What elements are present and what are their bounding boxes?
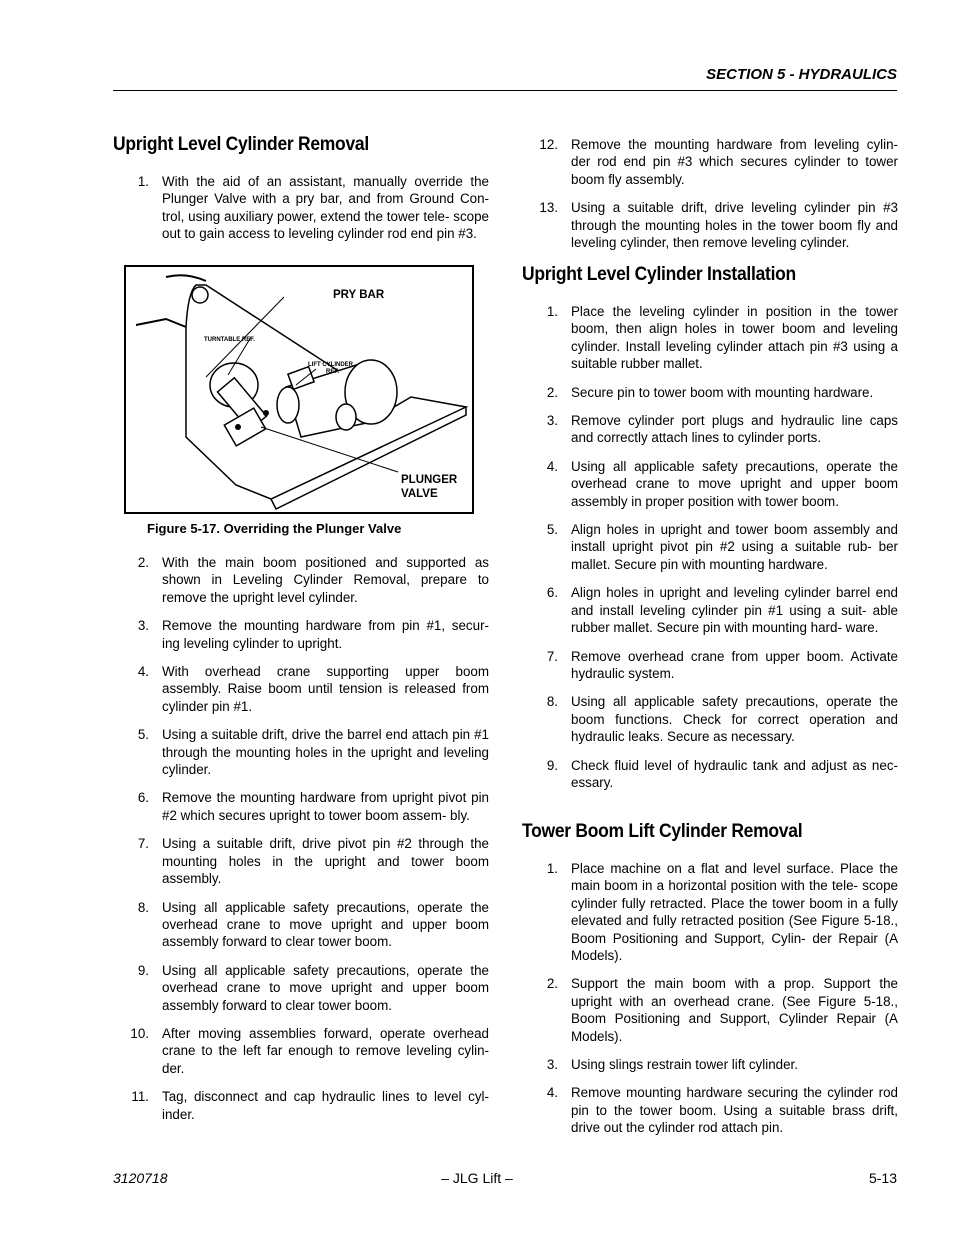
list-item-number: 6. xyxy=(546,585,558,601)
list-item-number: 5. xyxy=(137,727,149,743)
list-item-text: Using all applicable safety precautions, operate the overhead crane to move upright and upper boom assembly forward to clear tower boom. xyxy=(162,962,489,1013)
label-valve: VALVE xyxy=(401,488,438,500)
list-item-number: 11. xyxy=(131,1089,149,1105)
list-item-text: Place the leveling cylinder in position in the tower boom, then align holes in tower boom and leveling cylinder. Install leveling cylinder attach pin #3 using a suitable rubber mallet. xyxy=(571,304,898,372)
list-item-text: Remove the mounting hardware from leveling cylin- der rod end pin #3 which secures cylinder to tower boom fly assembly. xyxy=(571,137,898,187)
list-item-text: With overhead crane supporting upper boom assembly. Raise boom until tension is released from cylinder pin #1. xyxy=(162,664,489,714)
list-item xyxy=(522,1056,898,1073)
label-plunger: PLUNGER xyxy=(401,474,458,486)
list-item-number: 2. xyxy=(546,976,558,992)
list-item xyxy=(522,860,898,964)
list-item-number: 4. xyxy=(137,664,149,680)
list-item xyxy=(113,1025,489,1077)
label-lift-cylinder-ref: LIFT CYLINDER xyxy=(308,362,353,368)
list-item-number: 13. xyxy=(539,200,558,216)
list-item xyxy=(522,521,898,573)
list-item-text: With the aid of an assistant, manually override the Plunger Valve with a pry bar, and from Ground Con- trol, using auxiliary power, extend the tower tele- scope out to gain access to leveling cylinder rod end pin #3. xyxy=(162,174,489,242)
list-item xyxy=(522,1084,898,1136)
list-item xyxy=(522,303,898,373)
list-item-text: Using all applicable safety precautions, operate the boom functions. Check for correct operation and hydraulic leaks. Secure as necessary. xyxy=(571,694,898,745)
list-item xyxy=(113,726,489,778)
list-item-text: After moving assemblies forward, operate overhead crane to the left far enough to remove leveling cylin- der. xyxy=(162,1025,489,1076)
list-item-text: Using all applicable safety precautions, operate the overhead crane to move upright and upper boom assembly in proper position with tower boom. xyxy=(571,458,898,509)
list-item-text: Remove mounting hardware securing the cylinder rod pin to the tower boom. Using a suitable brass drift, drive out the cylinder rod attach pin. xyxy=(571,1085,898,1136)
list-item xyxy=(113,789,489,824)
list-item xyxy=(113,554,489,606)
footer-center: – JLG Lift – xyxy=(441,1170,513,1186)
list-removal-part1 xyxy=(113,173,489,254)
label-lift-cylinder-ref-2: REF. xyxy=(326,369,340,375)
list-item-number: 12. xyxy=(539,137,558,152)
section-header: SECTION 5 - HYDRAULICS xyxy=(706,66,897,83)
list-item xyxy=(522,384,898,401)
list-item-number: 2. xyxy=(546,384,558,400)
list-item-text: Using a suitable drift, drive pivot pin #2 through the mounting holes in the upright and tower boom assembly. xyxy=(162,836,489,887)
list-item-text: Remove overhead crane from upper boom. Activate hydraulic system. xyxy=(571,648,898,681)
list-item xyxy=(113,1088,489,1123)
list-item-text: Remove cylinder port plugs and hydraulic line caps and correctly attach lines to cylinder ports. xyxy=(571,413,898,446)
list-item xyxy=(113,173,489,243)
footer-doc-number: 3120718 xyxy=(113,1170,168,1186)
list-item xyxy=(522,412,898,447)
list-item-number: 3. xyxy=(546,413,558,429)
list-item-number: 9. xyxy=(137,962,149,978)
list-item-number: 9. xyxy=(546,757,558,773)
list-item-number: 2. xyxy=(137,555,149,570)
list-item-text: Remove the mounting hardware from upright pivot pin #2 which secures upright to tower boom assem- bly. xyxy=(162,790,489,823)
list-item-number: 4. xyxy=(546,458,558,474)
list-item-number: 4. xyxy=(546,1085,558,1101)
list-item xyxy=(113,617,489,652)
heading-tower-boom-removal: Tower Boom Lift Cylinder Removal xyxy=(522,821,803,842)
list-item-text: Tag, disconnect and cap hydraulic lines to level cyl- inder. xyxy=(162,1089,489,1122)
figure-caption: Figure 5-17. Overriding the Plunger Valve xyxy=(147,521,402,536)
list-item-number: 1. xyxy=(546,861,558,876)
list-item-number: 7. xyxy=(546,648,558,664)
list-item-number: 8. xyxy=(546,694,558,710)
list-removal-part2 xyxy=(113,554,489,1134)
figure-box xyxy=(124,265,474,514)
list-item xyxy=(113,899,489,951)
list-item-number: 3. xyxy=(137,618,149,634)
label-turntable-ref: TURNTABLE REF. xyxy=(204,337,255,343)
list-item-number: 5. xyxy=(546,522,558,538)
label-pry-bar: PRY BAR xyxy=(333,289,385,301)
list-item-text: Using a suitable drift, drive the barrel end attach pin #1 through the mounting holes in the upright and leveling cylinder. xyxy=(162,727,489,778)
footer-page-number: 5-13 xyxy=(868,1170,897,1186)
list-item-number: 10. xyxy=(130,1025,149,1041)
list-item-text: Check fluid level of hydraulic tank and adjust as nec- essary. xyxy=(571,757,898,790)
list-item-number: 1. xyxy=(137,174,149,189)
list-item xyxy=(522,975,898,1045)
list-item-text: Place machine on a flat and level surface. Place the main boom in a horizontal position with the tele- scope cylinder fully retracted. Place the tower boom in a fully elevated and fully retracted position (See Figure 5-18., Boom Positioning and Support, Cylin- der Repair (A Models). xyxy=(571,861,898,964)
list-item-text: Remove the mounting hardware from pin #1, secur- ing leveling cylinder to upright. xyxy=(162,618,489,651)
list-item-number: 8. xyxy=(137,899,149,915)
list-item xyxy=(522,584,898,636)
list-item-number: 3. xyxy=(546,1057,558,1073)
list-item-text: Support the main boom with a prop. Support the upright with an overhead crane. (See Figure 5-18., Boom Positioning and Support, Cylinder Repair (A Models). xyxy=(571,976,898,1044)
list-item xyxy=(522,136,898,188)
list-item xyxy=(113,835,489,887)
list-tower-boom-removal xyxy=(522,860,898,1148)
list-item-number: 7. xyxy=(137,836,149,852)
list-item-text: With the main boom positioned and supported as shown in Leveling Cylinder Removal, prepare to remove the upright level cylinder. xyxy=(162,555,489,605)
list-item-text: Secure pin to tower boom with mounting hardware. xyxy=(571,384,874,400)
list-item xyxy=(522,199,898,251)
list-item xyxy=(522,458,898,510)
list-item-number: 6. xyxy=(137,790,149,806)
heading-upright-removal: Upright Level Cylinder Removal xyxy=(113,134,369,155)
list-item xyxy=(522,757,898,792)
list-item-text: Using slings restrain tower lift cylinder. xyxy=(571,1057,798,1073)
list-item xyxy=(522,693,898,745)
list-item-text: Align holes in upright and tower boom assembly and install upright pivot pin #2 using a suitable rub- ber mallet. Secure pin with mounting hardware. xyxy=(571,522,898,572)
header-rule xyxy=(113,90,897,91)
list-item xyxy=(113,663,489,715)
heading-upright-installation: Upright Level Cylinder Installation xyxy=(522,264,796,285)
list-item-number: 1. xyxy=(546,304,558,319)
list-item xyxy=(113,962,489,1014)
plunger-valve-illustration xyxy=(126,267,472,512)
list-item-text: Using a suitable drift, drive leveling cylinder pin #3 through the mounting holes in the tower boom fly and leveling cylinder, then remove leveling cylinder. xyxy=(571,200,898,251)
list-installation xyxy=(522,303,898,802)
list-item xyxy=(522,648,898,683)
list-removal-continued xyxy=(522,136,898,262)
list-item-text: Align holes in upright and leveling cylinder barrel end and install leveling cylinder pin #1 using a suit- able rubber mallet. Secure pin with mounting hard- ware. xyxy=(571,585,898,636)
list-item-text: Using all applicable safety precautions, operate the overhead crane to move upright and upper boom assembly forward to clear tower boom. xyxy=(162,899,489,950)
